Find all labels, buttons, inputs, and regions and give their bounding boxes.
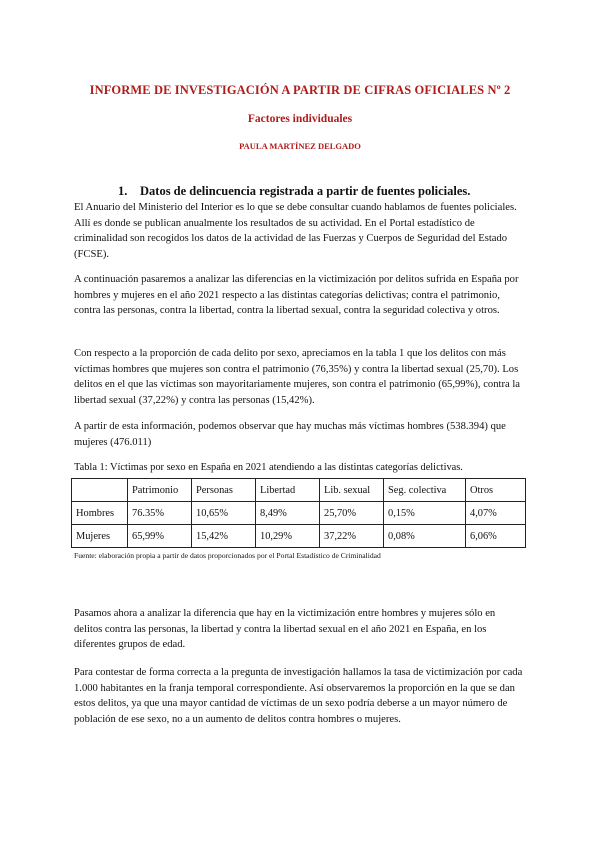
paragraph-6: Para contestar de forma correcta a la pregunta de investigación hallamos la tasa de victimización por cada 1.000 habitantes en la franja temporal correspondiente. Así observaremos la proporción en la que se dan estos delitos, ya que una mayor cantidad de víctimas de un sexo podría deberse a un mayor número de población de ese sexo, no a un aumento de delitos contra hombres o mujeres. [74,667,523,725]
table-cell: Hombres [72,502,128,525]
author-name: PAULA MARTÍNEZ DELGADO [239,141,361,151]
paragraph-2: A continuación pasaremos a analizar las diferencias en la victimización por delitos sufrida en España por hombres y mujeres en el año 2021 respecto a las distintas categorías delictivas; contra el patrimonio, contra las personas, contra la libertad, contra la libertad sexual, contra la seguridad colectiva y otros. [74,274,519,316]
report-subtitle: Factores individuales [247,113,353,125]
table-cell: 0,08% [384,525,466,548]
table-cell: 10,65% [192,502,256,525]
table-cell: 15,42% [192,525,256,548]
table-row [72,502,526,525]
paragraph-1: El Anuario del Ministerio del Interior es lo que se debe consultar cuando hablamos de fuentes policiales. Allí es donde se publican anualmente los resultados de su actividad. En el Portal estadístico de criminalidad son recogidos los datos de la actividad de las Fuerzas y Cuerpos de Seguridad del Estado (FCSE). [74,202,517,260]
table-cell: Mujeres [72,525,128,548]
table-cell: 25,70% [320,502,384,525]
paragraph-3: Con respecto a la proporción de cada delito por sexo, apreciamos en la tabla 1 que los delitos con más víctimas hombres que mujeres son contra el patrimonio (76,35%) y contra la libertad sexual (25,70). Los delitos en el que las víctimas son mayoritariamente mujeres, son contra el patrimonio (65,99%), contra la libertad sexual (37,22%) y contra las personas (15,42%). [74,348,520,406]
table-row [72,525,526,548]
report-title: INFORME DE INVESTIGACIÓN A PARTIR DE CIFRAS OFICIALES Nº 2 [89,83,511,97]
table-cell: 10,29% [256,525,320,548]
table-header-cell: Libertad [256,479,320,502]
section-number: 1. [118,184,128,198]
table-cell: 4,07% [466,502,526,525]
paragraph-5: Pasamos ahora a analizar la diferencia que hay en la victimización entre hombres y mujeres sólo en delitos contra las personas, la libertad y contra la libertad sexual en el año 2021 en España, en los diferentes grupos de edad. [74,608,496,650]
table-header-cell: Seg. colectiva [384,479,466,502]
table-cell: 37,22% [320,525,384,548]
table-cell: 0,15% [384,502,466,525]
table-cell: 76.35% [128,502,192,525]
table-header-cell [72,479,128,502]
table-header-cell: Patrimonio [128,479,192,502]
paragraph-4: A partir de esta información, podemos observar que hay muchas más víctimas hombres (538.394) que mujeres (476.011) [74,421,506,448]
table-header-cell: Personas [192,479,256,502]
victims-table [71,478,526,548]
table-header-row [72,479,526,502]
table-source-note: Fuente: elaboración propia a partir de datos proporcionados por el Portal Estadístico de Criminalidad [74,551,381,560]
table-cell: 65,99% [128,525,192,548]
table-cell: 8,49% [256,502,320,525]
table-cell: 6,06% [466,525,526,548]
table-header-cell: Otros [466,479,526,502]
table-header-cell: Lib. sexual [320,479,384,502]
section-title: Datos de delincuencia registrada a partir de fuentes policiales. [140,184,471,198]
section-heading [118,184,470,199]
table-caption: Tabla 1: Víctimas por sexo en España en 2021 atendiendo a las distintas categorías delictivas. [74,462,463,473]
